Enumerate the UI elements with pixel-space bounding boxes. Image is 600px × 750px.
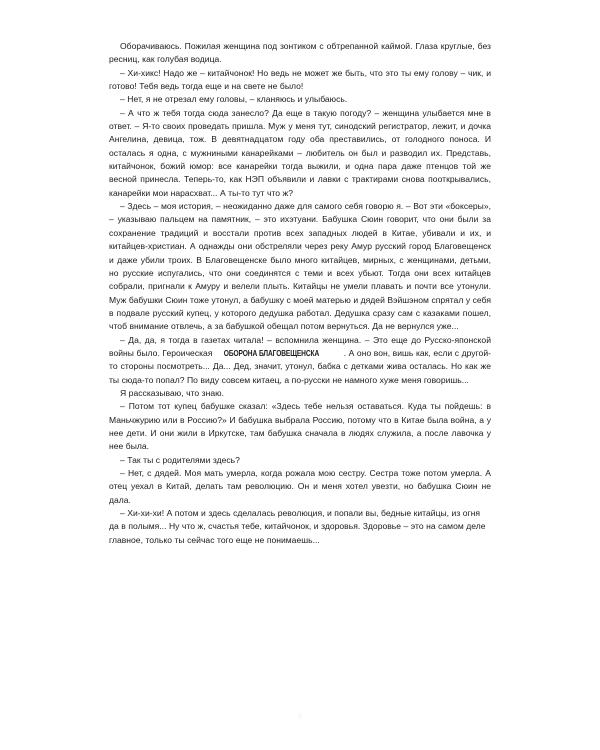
paragraph: – Нет, я не отрезал ему головы, – кланяюсь и улыбаюсь.: [120, 94, 348, 105]
paragraph-text-before: – Да, да, я тогда в газетах читала! – вспомнила женщина. – Это еще до Русско-японской войны было. Героическая: [109, 334, 491, 358]
paragraph: – Так ты с родителями здесь?: [120, 454, 240, 465]
paragraph: – Хи-хи-хи! А потом и здесь сделалась революция, и попали вы, бедные китайцы, из огня да в полымя... Ну что ж, счастья тебе, китайчонок, и здоровья. Здоровье – это на самом деле главное, только ты сейчас того еще не понимаешь...: [109, 508, 486, 545]
body-text-column: [109, 40, 491, 547]
paragraph: – Хи-хикс! Надо же – китайчонок! Но ведь не может же быть, что это ты ему голову – чик, и готово! Тебя ведь тогда еще и на свете не было!: [109, 67, 491, 92]
paragraph: – А что ж тебя тогда сюда занесло? Да еще в такую погоду? – женщина улыбается мне в ответ. – Я-то своих проведать пришла. Муж у меня тут, синодский регистратор, лежит, и дочка Ангелина, девица, тож. В девятнадцатом году оба преставились, от голодного поноса. И осталась я одна, с мужниными канарейками – любитель он был и разводил их. Представь, китайчонок, божий юмор: все канарейки тогда выжили, и одна пара даже птенцов той же весной принесла. Теперь-то, как НЭП объявили и лавки с трактирами снова пооткрывались, канарейки мои нарасхват... А ты-то тут что ж?: [109, 107, 491, 198]
paragraph: – Потом тот купец бабушке сказал: «Здесь тебе нельзя оставаться. Куда ты пойдешь: в Маньчжурию или в Россию?» И бабушка выбрала Россию, потому что в Китае была война, а у нее дети. И они жили в Иркутске, там бабушка сначала в людях служила, а после лавочка у нее была.: [109, 401, 491, 452]
emphasis-defence-of-blagoveshchensk: ОБОРОНА БЛАГОВЕЩЕНСКА: [223, 347, 320, 358]
paragraph: – Здесь – моя история, – неожиданно даже для самого себя говорю я. – Вот эти «боксеры», – указываю пальцем на памятник, – это ихэтуани. Бабушка Сюин говорит, что они были за сохранение традиций и восстали против всех западных людей в Китае, убивали и их, и китайцев-христиан. А однажды они обстреляли через реку Амур русский город Благовещенск и даже убили троих. В Благовещенске было много китайцев, мирных, с женщинами, детьми, но русские испугались, что они соединятся с теми и всех убьют. Тогда они всех китайцев собрали, пригнали к Амуру и велели плыть. Китайцы не умели плавать и почти все утонули. Муж бабушки Сюин тоже утонул, а бабушку с моей матерью и дядей Вэйшэном спрятал у себя в подвале русский купец, у которого дедушка работал. Дедушка сразу сам с казаками пошел, чтоб внимание отвлечь, а за бабушкой обещал потом вернуться. Да не вернулся уже...: [109, 201, 491, 332]
page-number: 6: [297, 712, 303, 721]
paragraph: Я рассказываю, что знаю.: [120, 387, 224, 398]
paragraph: Оборачиваюсь. Пожилая женщина под зонтиком с обтрепанной каймой. Глаза круглые, без ресниц, как голубая водица.: [109, 41, 491, 65]
paragraph-text-after: . А оно вон, вишь как, если с другой-то стороны посмотреть... Да... Дед, значит, утонул, бабка с детками жива осталась. Но как же ты сюда-то попал? По виду совсем китаец, а по-русски не намного хуже меня говоришь...: [109, 347, 491, 385]
paragraph-with-emphasis: [109, 334, 491, 387]
paragraph: – Нет, с дядей. Моя мать умерла, когда рожала мою сестру. Сестра тоже потом умерла. А отец уехал в Китай, делать там революцию. Он и меня хотел увезти, но бабушка Сюин не дала.: [109, 468, 491, 505]
